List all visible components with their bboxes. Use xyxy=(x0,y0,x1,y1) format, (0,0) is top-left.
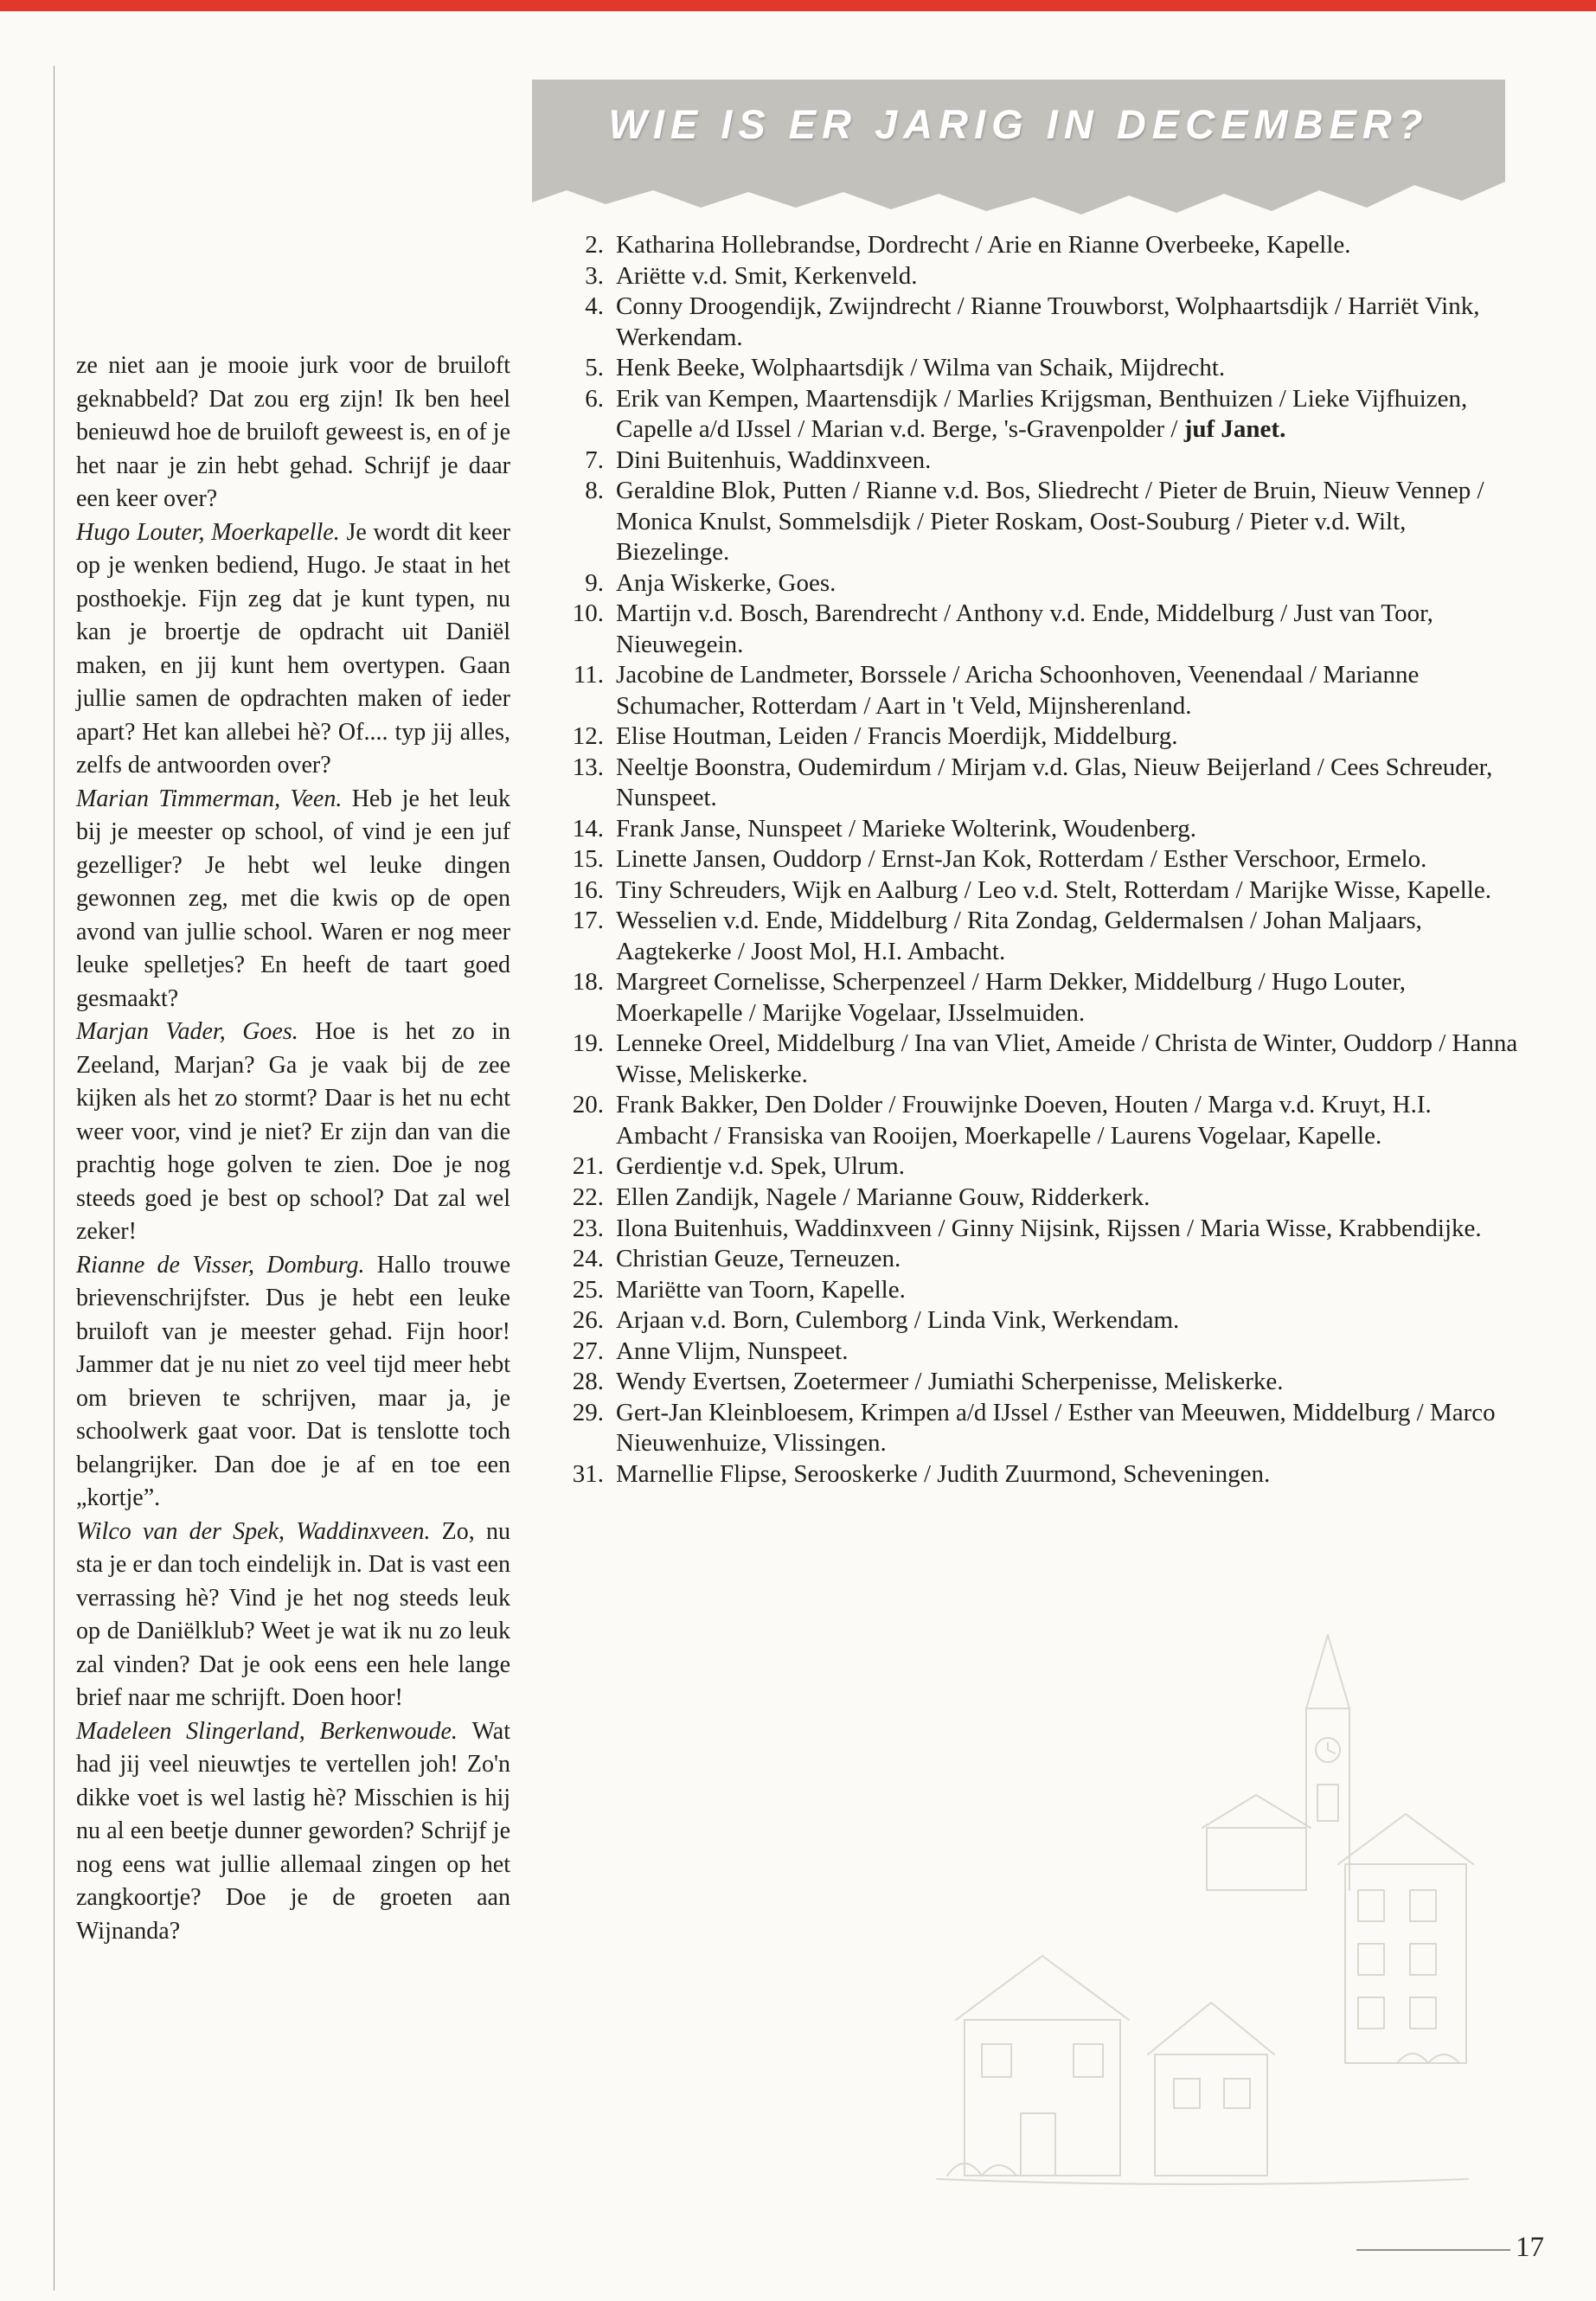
birthday-list-item xyxy=(564,814,1524,845)
letter-paragraph: Marian Timmerman, Veen. Heb je het leuk bij je meester op school, of vind je een juf gezelliger? Je hebt wel leuke dingen gewonnen zeg, met die kwis op de open avond van jullie school. Waren er nog meer leuke spelletjes? En heeft de taart goed gesmaakt? xyxy=(76,785,510,1012)
birthday-list-item xyxy=(564,967,1524,1029)
birthday-names: Marnellie Flipse, Serooskerke / Judith Zuurmond, Scheveningen. xyxy=(616,1459,1271,1488)
birthday-list-item xyxy=(564,660,1524,721)
birthday-names: Anja Wiskerke, Goes. xyxy=(616,568,836,597)
church-nave-roof xyxy=(1202,1795,1311,1828)
letter-writer-name: Madeleen Slingerland, Berkenwoude. xyxy=(76,1717,472,1745)
birthday-list-item xyxy=(564,261,1524,292)
birthday-day-number: 14. xyxy=(572,814,604,843)
bushes xyxy=(947,2054,1459,2176)
footer-rule xyxy=(1356,2249,1510,2251)
banner-title: WIE IS ER JARIG IN DECEMBER? xyxy=(608,101,1429,147)
letter-writer-name: Marjan Vader, Goes. xyxy=(76,1018,316,1045)
birthday-day-number: 31. xyxy=(572,1459,604,1488)
birthday-list-item xyxy=(564,1244,1524,1275)
birthday-day-number: 3. xyxy=(585,261,604,290)
birthday-list-item xyxy=(564,1183,1524,1214)
birthday-names: Conny Droogendijk, Zwijndrecht / Rianne Trouwborst, Wolphaartsdijk / Harriët Vink, Werkendam. xyxy=(616,292,1480,351)
birthday-day-number: 17. xyxy=(572,907,604,935)
birthday-day-number: 25. xyxy=(572,1275,604,1304)
birthday-day-number: 23. xyxy=(572,1214,604,1242)
banner xyxy=(532,80,1505,240)
birthday-day-number: 2. xyxy=(585,231,604,259)
birthday-list-item xyxy=(564,568,1524,599)
birthday-list-item xyxy=(564,1459,1524,1490)
church-nave xyxy=(1207,1828,1306,1890)
birthday-names: Christian Geuze, Terneuzen. xyxy=(616,1245,901,1273)
top-red-bar xyxy=(0,0,1596,11)
birthday-names: Erik van Kempen, Maartensdijk / Marlies Krijgsman, Benthuizen / Lieke Vijfhuizen, Capelle a/d IJssel / Marian v.d. Berge, 's-Gravenpolder / juf Janet. xyxy=(616,384,1468,444)
birthday-names: Margreet Cornelisse, Scherpenzeel / Harm Dekker, Middelburg / Hugo Louter, Moerkapelle / Marijke Vogelaar, IJsselmuiden. xyxy=(616,968,1407,1027)
village-sketch xyxy=(913,1605,1488,2236)
birthday-list-item xyxy=(564,875,1524,907)
birthday-list-item xyxy=(564,906,1524,967)
letter-paragraph: ze niet aan je mooie jurk voor de bruiloft geknabbeld? Dat zou erg zijn! Ik ben heel benieuwd hoe de bruiloft geweest is, en of je het naar je zin hebt gehad. Schrijf je daar een keer over? xyxy=(76,352,510,512)
birthday-names: Wendy Evertsen, Zoetermeer / Jumiathi Scherpenisse, Meliskerke. xyxy=(616,1368,1284,1396)
birthday-day-number: 12. xyxy=(572,722,604,751)
birthday-day-number: 5. xyxy=(585,354,604,382)
left-house-roof xyxy=(956,1956,1129,2020)
birthday-list-item xyxy=(564,1367,1524,1398)
birthday-list-item xyxy=(564,1151,1524,1183)
letter-paragraph: Hugo Louter, Moerkapelle. Je wordt dit keer op je wenken bediend, Hugo. Je staat in het posthoekje. Fijn zeg dat je kunt typen, nu kan je broertje de opdracht uit Daniël maken, en jij kunt hem overtypen. Gaan jullie samen de opdrachten maken of ieder apart? Het kan allebei hè? Of.... typ jij alles, zelfs de antwoorden over? xyxy=(76,518,510,779)
birthday-list-item xyxy=(564,1398,1524,1459)
birthday-day-number: 26. xyxy=(572,1306,604,1335)
middle-house-roof xyxy=(1148,2003,1274,2054)
birthday-names: Gert-Jan Kleinbloesem, Krimpen a/d IJssel / Esther van Meeuwen, Middelburg / Marco Nieuwenhuize, Vlissingen. xyxy=(616,1398,1496,1458)
birthday-names: Mariëtte van Toorn, Kapelle. xyxy=(616,1275,906,1304)
birthday-day-number: 19. xyxy=(572,1029,604,1058)
birthday-day-number: 22. xyxy=(572,1183,604,1211)
letter-paragraph: Madeleen Slingerland, Berkenwoude. Wat had jij veel nieuwtjes te vertellen joh! Zo'n dikke voet is wel lastig hè? Misschien is hij nu al een beetje dunner geworden? Schrijf je nog eens wat jullie allemaal zingen op het zangkoortje? Doe je de groeten aan Wijnanda? xyxy=(76,1717,510,1945)
birthday-names: Elise Houtman, Leiden / Francis Moerdijk, Middelburg. xyxy=(616,722,1178,751)
birthday-list-item xyxy=(564,476,1524,568)
birthday-list-item xyxy=(564,230,1524,261)
birthday-names: Ilona Buitenhuis, Waddinxveen / Ginny Nijsink, Rijssen / Maria Wisse, Krabbendijke. xyxy=(616,1214,1482,1242)
birthday-list-item xyxy=(564,353,1524,384)
birthday-names: Henk Beeke, Wolphaartsdijk / Wilma van Schaik, Mijdrecht. xyxy=(616,354,1226,382)
birthday-list-item xyxy=(564,753,1524,814)
birthday-day-number: 6. xyxy=(585,384,604,413)
birthday-day-number: 27. xyxy=(572,1336,604,1365)
birthday-names: Ariëtte v.d. Smit, Kerkenveld. xyxy=(616,261,918,290)
birthday-day-number: 24. xyxy=(572,1245,604,1273)
birthday-list-item xyxy=(564,1305,1524,1336)
right-house xyxy=(1345,1864,1466,2063)
letter-writer-name: Wilco van der Spek, Waddinxveen. xyxy=(76,1517,442,1545)
birthday-list xyxy=(564,230,1524,1490)
birthday-names: Linette Jansen, Ouddorp / Ernst-Jan Kok, Rotterdam / Esther Verschoor, Ermelo. xyxy=(616,845,1427,874)
birthday-list-item xyxy=(564,445,1524,477)
birthday-day-number: 28. xyxy=(572,1368,604,1396)
birthday-day-number: 13. xyxy=(572,753,604,781)
letter-writer-name: Marian Timmerman, Veen. xyxy=(76,785,352,812)
church-clock-hands xyxy=(1328,1743,1335,1753)
birthday-day-number: 8. xyxy=(585,477,604,505)
birthday-list-item xyxy=(564,1090,1524,1151)
birthday-day-number: 10. xyxy=(572,599,604,628)
page-number: 17 xyxy=(1516,2232,1544,2263)
birthday-day-number: 9. xyxy=(585,568,604,597)
birthday-names: Neeltje Boonstra, Oudemirdum / Mirjam v.d. Glas, Nieuw Beijerland / Cees Schreuder, Nunspeet. xyxy=(616,753,1493,812)
birthday-day-number: 7. xyxy=(585,445,604,474)
birthday-names: Ellen Zandijk, Nagele / Marianne Gouw, Ridderkerk. xyxy=(616,1183,1151,1211)
birthday-names: Geraldine Blok, Putten / Rianne v.d. Bos, Sliedrecht / Pieter de Bruin, Nieuw Vennep / Monica Knulst, Sommelsdijk / Pieter Roskam, Oost-Souburg / Pieter v.d. Wilt, Biezelinge. xyxy=(616,477,1484,567)
birthday-list-item xyxy=(564,292,1524,353)
birthday-list-item xyxy=(564,599,1524,660)
church-tower-window xyxy=(1317,1785,1338,1821)
birthday-names: Katharina Hollebrandse, Dordrecht / Arie en Rianne Overbeeke, Kapelle. xyxy=(616,231,1351,259)
right-house-roof xyxy=(1338,1814,1473,1864)
birthday-names: Frank Bakker, Den Dolder / Frouwijnke Doeven, Houten / Marga v.d. Kruyt, H.I. Ambacht / Fransiska van Rooijen, Moerkapelle / Laurens Vogelaar, Kapelle. xyxy=(616,1091,1432,1150)
birthday-names: Arjaan v.d. Born, Culemborg / Linda Vink, Werkendam. xyxy=(616,1306,1180,1335)
birthday-list-item xyxy=(564,1336,1524,1368)
birthday-day-number: 16. xyxy=(572,875,604,904)
birthday-day-number: 21. xyxy=(572,1152,604,1181)
birthday-list-item xyxy=(564,1029,1524,1090)
birthday-names: Wesselien v.d. Ende, Middelburg / Rita Zondag, Geldermalsen / Johan Maljaars, Aagtekerke / Joost Mol, H.I. Ambacht. xyxy=(616,907,1422,965)
left-house-door xyxy=(1021,2113,1055,2176)
letter-paragraph: Marjan Vader, Goes. Hoe is het zo in Zeeland, Marjan? Ga je vaak bij de zee kijken als het zo stormt? Daar is het nu echt weer voor, vind je niet? Er zijn dan van die prachtig hoge golven te zien. Doe je nog steeds goed je best op school? Dat zal wel zeker! xyxy=(76,1018,510,1245)
birthday-day-number: 20. xyxy=(572,1091,604,1119)
birthday-list-item xyxy=(564,384,1524,445)
birthday-names: Frank Janse, Nunspeet / Marieke Wolterink, Woudenberg. xyxy=(616,814,1197,843)
birthday-names: Gerdientje v.d. Spek, Ulrum. xyxy=(616,1152,905,1181)
birthday-names: Tiny Schreuders, Wijk en Aalburg / Leo v.d. Stelt, Rotterdam / Marijke Wisse, Kapelle. xyxy=(616,875,1491,904)
birthday-names-bold: juf Janet. xyxy=(1183,415,1286,444)
birthday-names: Dini Buitenhuis, Waddinxveen. xyxy=(616,445,932,474)
birthday-day-number: 15. xyxy=(572,845,604,874)
middle-house xyxy=(1155,2054,1267,2176)
birthday-list-item xyxy=(564,721,1524,753)
birthday-day-number: 18. xyxy=(572,968,604,997)
birthday-names: Anne Vlijm, Nunspeet. xyxy=(616,1336,849,1365)
letter-paragraph: Wilco van der Spek, Waddinxveen. Zo, nu sta je er dan toch eindelijk in. Dat is vast een verrassing hè? Vind je het nog steeds leuk op de Daniëlklub? Weet je wat ik nu zo leuk zal vinden? Dat je ook eens een hele lange brief naar me schrijft. Doen hoor! xyxy=(76,1517,510,1711)
letters-column xyxy=(76,349,510,1948)
birthday-names: Lenneke Oreel, Middelburg / Ina van Vliet, Ameide / Christa de Winter, Ouddorp / Hanna Wisse, Meliskerke. xyxy=(616,1029,1518,1088)
birthday-list-item xyxy=(564,844,1524,875)
birthday-day-number: 11. xyxy=(573,661,604,689)
birthday-list-item xyxy=(564,1275,1524,1306)
ground-line xyxy=(937,2179,1468,2184)
letter-writer-name: Hugo Louter, Moerkapelle. xyxy=(76,518,347,546)
birthday-day-number: 4. xyxy=(585,292,604,321)
birthday-names: Jacobine de Landmeter, Borssele / Aricha Schoonhoven, Veenendaal / Marianne Schumacher, Rotterdam / Aart in 't Veld, Mijnsherenland. xyxy=(616,661,1420,720)
birthday-list-item xyxy=(564,1214,1524,1245)
letter-paragraph: Rianne de Visser, Domburg. Hallo trouwe brievenschrijfster. Dus je hebt een leuke bruiloft van je meester gehad. Fijn hoor! Jammer dat je nu niet zo veel tijd meer hebt om brieven te schrijven, maar ja, je schoolwerk gaat voor. Dat is tenslotte toch belangrijker. Dan doe je af en toe een „kortje”. xyxy=(76,1251,510,1511)
birthday-names: Martijn v.d. Bosch, Barendrecht / Anthony v.d. Ende, Middelburg / Just van Toor, Nieuwegein. xyxy=(616,599,1433,658)
birthday-day-number: 29. xyxy=(572,1398,604,1426)
letter-writer-name: Rianne de Visser, Domburg. xyxy=(76,1251,377,1279)
